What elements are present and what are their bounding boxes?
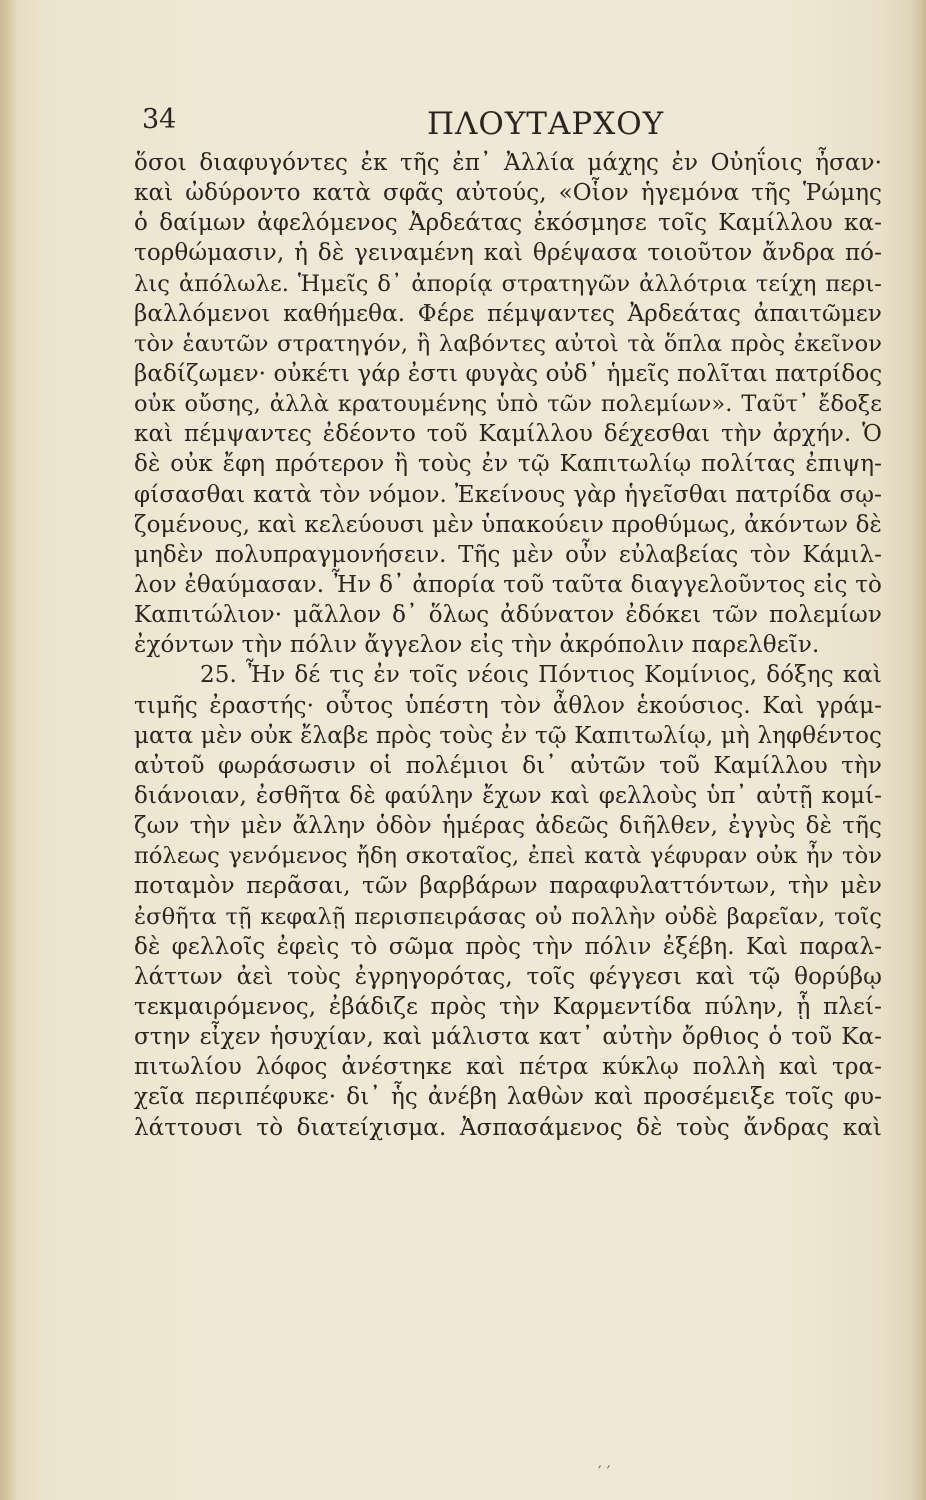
- text-line: βαλλόμενοι καθήμεθα. Φέρε πέμψαντες Ἀρδεάτας ἀπαιτῶμεν: [134, 300, 882, 327]
- text-line: πόλεως γενόμενος ἤδη σκοταῖος, ἐπεὶ κατὰ γέφυραν οὐκ ἦν τὸν: [134, 843, 882, 870]
- text-line: ὁ δαίμων ἀφελόμενος Ἀρδεάτας ἐκόσμησε τοῖς Καμίλλου κα-: [134, 210, 882, 237]
- text-line: αὐτοῦ φωράσωσιν οἱ πολέμιοι δι᾽ αὐτῶν τοῦ Καμίλλου τὴν: [134, 752, 882, 779]
- text-line: ἐσθῆτα τῇ κεφαλῇ περισπειράσας οὐ πολλὴν οὐδὲ βαρεῖαν, τοῖς: [134, 903, 882, 930]
- page-number: 34: [142, 104, 177, 135]
- body-text: [134, 148, 882, 1143]
- text-line: λάττουσι τὸ διατείχισμα. Ἀσπασάμενος δὲ τοὺς ἄνδρας καὶ: [134, 1114, 882, 1141]
- footer-mark: ′ ′: [598, 1462, 611, 1481]
- text-line: οὐκ οὔσης, ἀλλὰ κρατουμένης ὑπὸ τῶν πολεμίων». Ταῦτ᾽ ἔδοξε: [134, 391, 882, 418]
- text-line: βαδίζωμεν· οὐκέτι γάρ ἐστι φυγὰς οὐδ᾽ ἡμεῖς πολῖται πατρίδος: [134, 360, 883, 387]
- text-line: τεκμαιρόμενος, ἐβάδιζε πρὸς τὴν Καρμεντίδα πύλην, ᾗ πλεί-: [134, 993, 882, 1020]
- text-line: ποταμὸν περᾶσαι, τῶν βαρβάρων παραφυλαττόντων, τὴν μὲν: [134, 873, 882, 900]
- text-line: μηδὲν πολυπραγμονήσειν. Τῆς μὲν οὖν εὐλαβείας τὸν Κάμιλ-: [134, 541, 882, 568]
- text-line: Καπιτώλιον· μᾶλλον δ᾽ ὅλως ἀδύνατον ἐδόκει τῶν πολεμίων: [134, 602, 882, 629]
- text-line: στην εἶχεν ἡσυχίαν, καὶ μάλιστα κατ᾽ αὐτὴν ὄρθιος ὁ τοῦ Κα-: [134, 1024, 882, 1051]
- text-line: πιτωλίου λόφος ἀνέστηκε καὶ πέτρα κύκλῳ πολλὴ καὶ τρα-: [134, 1054, 882, 1081]
- text-line: καὶ πέμψαντες ἐδέοντο τοῦ Καμίλλου δέχεσθαι τὴν ἀρχήν. Ὁ: [134, 421, 882, 448]
- text-line: ὅσοι διαφυγόντες ἐκ τῆς ἐπ᾽ Ἀλλία μάχης ἐν Οὐηΐοις ἦσαν·: [134, 150, 882, 176]
- text-line: ζων τὴν μὲν ἄλλην ὁδὸν ἡμέρας ἀδεῶς διῆλθεν, ἐγγὺς δὲ τῆς: [134, 813, 882, 840]
- running-head: ΠΛΟΥΤΑΡΧΟΥ: [427, 106, 665, 142]
- text-line: τιμῆς ἐραστής· οὗτος ὑπέστη τὸν ἆθλον ἑκούσιος. Καὶ γράμ-: [134, 692, 882, 719]
- text-line-section-start: 25. Ἦν δέ τις ἐν τοῖς νέοις Πόντιος Κομίνιος, δόξης καὶ: [200, 662, 882, 689]
- text-line: ματα μὲν οὐκ ἔλαβε πρὸς τοὺς ἐν τῷ Καπιτωλίῳ, μὴ ληφθέντος: [134, 722, 882, 749]
- text-line: φίσασθαι κατὰ τὸν νόμον. Ἐκείνους γὰρ ἡγεῖσθαι πατρίδα σῳ-: [134, 481, 882, 508]
- text-line: τορθώμασιν, ἡ δὲ γειναμένη καὶ θρέψασα τοιοῦτον ἄνδρα πό-: [134, 240, 882, 267]
- text-line-paragraph-end: ἐχόντων τὴν πόλιν ἄγγελον εἰς τὴν ἀκρόπολιν παρελθεῖν.: [134, 632, 820, 659]
- text-line: λις ἀπόλωλε. Ἡμεῖς δ᾽ ἀπορίᾳ στρατηγῶν ἀλλότρια τείχη περι-: [134, 270, 882, 297]
- text-line: δὲ φελλοῖς ἐφεὶς τὸ σῶμα πρὸς τὴν πόλιν ἐξέβη. Καὶ παραλ-: [134, 933, 882, 960]
- text-line: ζομένους, καὶ κελεύουσι μὲν ὑπακούειν προθύμως, ἀκόντων δὲ: [134, 511, 882, 538]
- text-line: δὲ οὐκ ἔφη πρότερον ἢ τοὺς ἐν τῷ Καπιτωλίῳ πολίτας ἐπιψη-: [134, 451, 882, 478]
- text-line: λάττων ἀεὶ τοὺς ἐγρηγορότας, τοῖς φέγγεσι καὶ τῷ θορύβῳ: [134, 963, 882, 990]
- text-line: λον ἐθαύμασαν. Ἦν δ᾽ ἀπορία τοῦ ταῦτα διαγγελοῦντος εἰς τὸ: [134, 571, 882, 598]
- text-line: τὸν ἑαυτῶν στρατηγόν, ἢ λαβόντες αὐτοὶ τὰ ὅπλα πρὸς ἐκεῖνον: [134, 330, 882, 357]
- text-line: καὶ ὠδύροντο κατὰ σφᾶς αὐτούς, «Οἷον ἡγεμόνα τῆς Ῥώμης: [134, 180, 882, 207]
- page-edge-shadow: [912, 0, 926, 1500]
- text-line: χεῖα περιπέφυκε· δι᾽ ἧς ἀνέβη λαθὼν καὶ προσέμειξε τοῖς φυ-: [134, 1084, 882, 1111]
- text-line: διάνοιαν, ἐσθῆτα δὲ φαύλην ἔχων καὶ φελλοὺς ὑπ᾽ αὐτῇ κομί-: [134, 782, 882, 809]
- page-spine-shadow: [0, 0, 18, 1500]
